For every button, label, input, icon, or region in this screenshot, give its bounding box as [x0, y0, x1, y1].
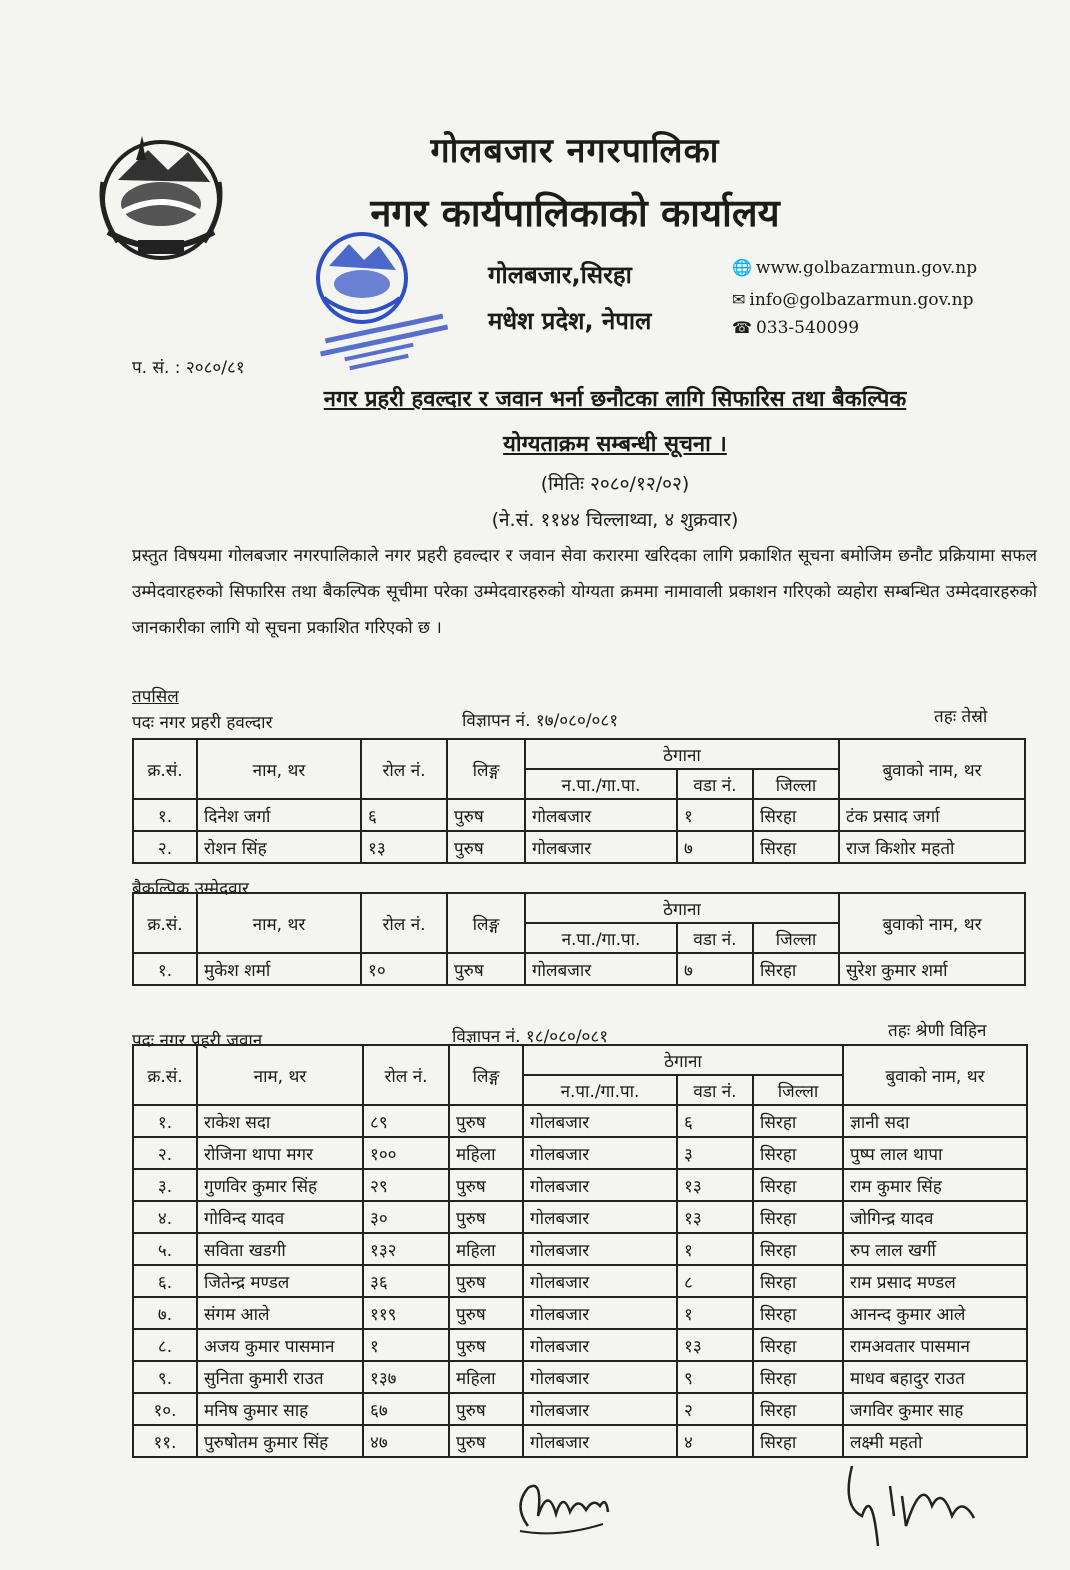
header-municipality: न.पा./गा.पा.: [525, 769, 677, 799]
cell-father: राम कुमार सिंह: [843, 1169, 1027, 1201]
header-father: बुवाको नाम, थर: [839, 893, 1025, 953]
subject-line-1-text: नगर प्रहरी हवल्दार र जवान भर्ना छनौटका लागि सिफारिस तथा बैकल्पिक: [323, 387, 907, 412]
cell-ward: ७: [677, 831, 753, 863]
table-row: [133, 1169, 1027, 1201]
table-row: [133, 1297, 1027, 1329]
cell-father: टंक प्रसाद जर्गा: [839, 799, 1025, 831]
header-address: ठेगाना: [523, 1045, 843, 1075]
cell-gender: पुरुष: [449, 1329, 523, 1361]
cell-district: सिरहा: [753, 1297, 843, 1329]
envelope-icon: ✉: [732, 290, 746, 309]
cell-ward: ३: [677, 1137, 753, 1169]
email-contact: [732, 290, 973, 310]
cell-ward: ८: [677, 1265, 753, 1297]
globe-icon: 🌐: [732, 258, 752, 277]
cell-ward: १३: [677, 1201, 753, 1233]
cell-father: जगविर कुमार साह: [843, 1393, 1027, 1425]
header-name: नाम, थर: [197, 739, 361, 799]
cell-municipality: गोलबजार: [525, 953, 677, 985]
havaldar-table: [132, 738, 1026, 864]
header-name: नाम, थर: [197, 893, 361, 953]
cell-name: राकेश सदा: [197, 1105, 363, 1137]
cell-name: जितेन्द्र मण्डल: [197, 1265, 363, 1297]
header-ward: वडा नं.: [677, 923, 753, 953]
header-name: नाम, थर: [197, 1045, 363, 1105]
cell-serial: ९.: [133, 1361, 197, 1393]
header-district: जिल्ला: [753, 769, 839, 799]
table-row: [133, 831, 1025, 863]
email-text: info@golbazarmun.gov.np: [749, 290, 974, 310]
cell-gender: पुरुष: [447, 799, 525, 831]
cell-district: सिरहा: [753, 1329, 843, 1361]
cell-roll: १००: [363, 1137, 449, 1169]
cell-municipality: गोलबजार: [523, 1297, 677, 1329]
cell-ward: ९: [677, 1361, 753, 1393]
table-row: [133, 799, 1025, 831]
office-name: नगर कार्यपालिकाको कार्यालय: [370, 191, 780, 235]
cell-district: सिरहा: [753, 1361, 843, 1393]
phone-text: 033-540099: [755, 318, 860, 338]
cell-district: सिरहा: [753, 831, 839, 863]
cell-roll: ६७: [363, 1393, 449, 1425]
cell-roll: ६: [361, 799, 447, 831]
website-text: www.golbazarmun.gov.np: [755, 258, 978, 278]
table-row: [133, 1393, 1027, 1425]
location-line-1: गोलबजार,सिरहा: [488, 261, 632, 289]
cell-serial: १.: [133, 953, 197, 985]
header-serial: क्र.सं.: [133, 1045, 197, 1105]
level-havaldar: तहः तेस्रो: [934, 707, 988, 727]
cell-gender: महिला: [449, 1137, 523, 1169]
cell-name: सविता खडगी: [197, 1233, 363, 1265]
cell-municipality: गोलबजार: [523, 1137, 677, 1169]
cell-district: सिरहा: [753, 1137, 843, 1169]
cell-father: ज्ञानी सदा: [843, 1105, 1027, 1137]
jawan-table: [132, 1044, 1028, 1458]
table-row: [133, 1265, 1027, 1297]
reference-number: प. सं. : २०८०/८१: [132, 358, 245, 378]
cell-serial: ८.: [133, 1329, 197, 1361]
cell-roll: १३: [361, 831, 447, 863]
cell-serial: १०.: [133, 1393, 197, 1425]
cell-district: सिरहा: [753, 1393, 843, 1425]
cell-father: रुप लाल खर्गी: [843, 1233, 1027, 1265]
cell-ward: १: [677, 1297, 753, 1329]
header-ward: वडा नं.: [677, 1075, 753, 1105]
cell-roll: २९: [363, 1169, 449, 1201]
cell-district: सिरहा: [753, 1169, 843, 1201]
ad-no-havaldar: विज्ञापन नं. १७/०८०/०८१: [462, 711, 619, 731]
header-gender: लिङ्ग: [449, 1045, 523, 1105]
cell-name: दिनेश जर्गा: [197, 799, 361, 831]
cell-roll: १३७: [363, 1361, 449, 1393]
cell-father: राज किशोर महतो: [839, 831, 1025, 863]
cell-name: गुणविर कुमार सिंह: [197, 1169, 363, 1201]
cell-ward: ४: [677, 1425, 753, 1457]
header-father: बुवाको नाम, थर: [843, 1045, 1027, 1105]
nepal-emblem-logo: [78, 122, 244, 272]
cell-gender: पुरुष: [447, 831, 525, 863]
header-roll: रोल नं.: [363, 1045, 449, 1105]
header-father: बुवाको नाम, थर: [839, 739, 1025, 799]
cell-gender: पुरुष: [449, 1265, 523, 1297]
cell-serial: २.: [133, 1137, 197, 1169]
cell-name: संगम आले: [197, 1297, 363, 1329]
cell-district: सिरहा: [753, 1233, 843, 1265]
cell-municipality: गोलबजार: [525, 799, 677, 831]
cell-district: सिरहा: [753, 1105, 843, 1137]
table-row: [133, 1361, 1027, 1393]
municipality-name: गोलबजार नगरपालिका: [430, 131, 720, 171]
cell-gender: पुरुष: [449, 1297, 523, 1329]
level-jawan: तहः श्रेणी विहिन: [888, 1021, 987, 1041]
cell-name: रोशन सिंह: [197, 831, 361, 863]
cell-roll: १: [363, 1329, 449, 1361]
cell-municipality: गोलबजार: [523, 1233, 677, 1265]
cell-roll: ८९: [363, 1105, 449, 1137]
cell-municipality: गोलबजार: [523, 1425, 677, 1457]
alternate-candidates-label: बैकल्पिक उम्मेदवार: [132, 879, 249, 899]
subject-line-1: [190, 383, 1040, 413]
post-jawan: पदः नगर प्रहरी जवान: [132, 1031, 263, 1051]
header-gender: लिङ्ग: [447, 893, 525, 953]
table-row: [133, 1201, 1027, 1233]
header-ward: वडा नं.: [677, 769, 753, 799]
header-municipality: न.पा./गा.पा.: [525, 923, 677, 953]
cell-name: सुनिता कुमारी राउत: [197, 1361, 363, 1393]
cell-municipality: गोलबजार: [523, 1265, 677, 1297]
cell-ward: १३: [677, 1169, 753, 1201]
cell-name: अजय कुमार पासमान: [197, 1329, 363, 1361]
office-stamp: [304, 226, 474, 376]
cell-roll: १३२: [363, 1233, 449, 1265]
table-row: [133, 1329, 1027, 1361]
tapsil-label: तपसिल: [132, 687, 179, 707]
header-address: ठेगाना: [525, 739, 839, 769]
phone-contact: [732, 318, 859, 338]
header-district: जिल्ला: [753, 923, 839, 953]
cell-ward: १३: [677, 1329, 753, 1361]
header-serial: क्र.सं.: [133, 893, 197, 953]
signature-right: [842, 1446, 992, 1556]
post-havaldar: पदः नगर प्रहरी हवल्दार: [132, 713, 273, 733]
cell-municipality: गोलबजार: [523, 1329, 677, 1361]
nepal-sambat-date: (ने.सं. ११४४ चिल्लाथ्वा, ४ शुक्रवार): [491, 509, 739, 531]
cell-gender: महिला: [449, 1233, 523, 1265]
cell-district: सिरहा: [753, 953, 839, 985]
cell-roll: ११९: [363, 1297, 449, 1329]
cell-gender: पुरुष: [449, 1425, 523, 1457]
header-municipality: न.पा./गा.पा.: [523, 1075, 677, 1105]
cell-ward: १: [677, 1233, 753, 1265]
cell-roll: ४७: [363, 1425, 449, 1457]
notice-body: प्रस्तुत विषयमा गोलबजार नगरपालिकाले नगर प्रहरी हवल्दार र जवान सेवा करारमा खरिदका लागि प्रकाशित सूचना बमोजिम छनौट प्रक्रियामा सफल उम्मेदवारहरुको सिफारिस तथा बैकल्पिक सूचीमा परेका उम्मेदवारहरुको योग्यता क्रममा नामावाली प्रकाशन गरिएको व्यहोरा सम्बन्धित उम्मेदवारहरुको जानकारीका लागि यो सूचना प्रकाशित गरिएको छ ।: [132, 546, 1037, 638]
cell-ward: १: [677, 799, 753, 831]
cell-serial: ६.: [133, 1265, 197, 1297]
table-row: [133, 1137, 1027, 1169]
cell-gender: पुरुष: [449, 1169, 523, 1201]
cell-ward: ६: [677, 1105, 753, 1137]
cell-gender: पुरुष: [449, 1201, 523, 1233]
cell-serial: ४.: [133, 1201, 197, 1233]
location-line-2: मधेश प्रदेश, नेपाल: [488, 307, 652, 335]
cell-father: सुरेश कुमार शर्मा: [839, 953, 1025, 985]
notice-date: (मितिः २०८०/१२/०२): [540, 473, 690, 495]
cell-father: पुष्प लाल थापा: [843, 1137, 1027, 1169]
cell-municipality: गोलबजार: [523, 1105, 677, 1137]
cell-father: माधव बहादुर राउत: [843, 1361, 1027, 1393]
header-district: जिल्ला: [753, 1075, 843, 1105]
cell-municipality: गोलबजार: [523, 1169, 677, 1201]
cell-serial: २.: [133, 831, 197, 863]
website-contact: [732, 258, 977, 278]
subject-line-2: [190, 428, 1040, 458]
cell-gender: महिला: [449, 1361, 523, 1393]
cell-father: रामअवतार पासमान: [843, 1329, 1027, 1361]
cell-municipality: गोलबजार: [523, 1201, 677, 1233]
header-gender: लिङ्ग: [447, 739, 525, 799]
cell-roll: १०: [361, 953, 447, 985]
cell-father: राम प्रसाद मण्डल: [843, 1265, 1027, 1297]
cell-serial: ५.: [133, 1233, 197, 1265]
cell-serial: ७.: [133, 1297, 197, 1329]
cell-name: रोजिना थापा मगर: [197, 1137, 363, 1169]
cell-name: पुरुषोतम कुमार सिंह: [197, 1425, 363, 1457]
cell-ward: ७: [677, 953, 753, 985]
cell-father: लक्ष्मी महतो: [843, 1425, 1027, 1457]
cell-district: सिरहा: [753, 1201, 843, 1233]
havaldar-alternate-table: [132, 892, 1026, 986]
header-address: ठेगाना: [525, 893, 839, 923]
cell-district: सिरहा: [753, 1425, 843, 1457]
cell-gender: पुरुष: [449, 1105, 523, 1137]
cell-name: मुकेश शर्मा: [197, 953, 361, 985]
signature-left: [508, 1476, 618, 1546]
header-roll: रोल नं.: [361, 739, 447, 799]
cell-father: आनन्द कुमार आले: [843, 1297, 1027, 1329]
subject-line-2-text: योग्यताक्रम सम्बन्धी सूचना ।: [503, 432, 727, 457]
cell-roll: ३०: [363, 1201, 449, 1233]
cell-municipality: गोलबजार: [523, 1393, 677, 1425]
table-row: [133, 1233, 1027, 1265]
ad-no-jawan: विज्ञापन नं. १८/०८०/०८१: [452, 1027, 609, 1047]
cell-municipality: गोलबजार: [525, 831, 677, 863]
cell-gender: पुरुष: [449, 1393, 523, 1425]
cell-serial: ३.: [133, 1169, 197, 1201]
table-row: [133, 1105, 1027, 1137]
cell-ward: २: [677, 1393, 753, 1425]
cell-serial: १.: [133, 1105, 197, 1137]
cell-name: गोविन्द यादव: [197, 1201, 363, 1233]
telephone-icon: ☎: [732, 318, 752, 337]
header-roll: रोल नं.: [361, 893, 447, 953]
cell-serial: १.: [133, 799, 197, 831]
cell-roll: ३६: [363, 1265, 449, 1297]
cell-gender: पुरुष: [447, 953, 525, 985]
cell-name: मनिष कुमार साह: [197, 1393, 363, 1425]
cell-father: जोगिन्द्र यादव: [843, 1201, 1027, 1233]
cell-municipality: गोलबजार: [523, 1361, 677, 1393]
header-serial: क्र.सं.: [133, 739, 197, 799]
table-row: [133, 953, 1025, 985]
cell-district: सिरहा: [753, 799, 839, 831]
cell-district: सिरहा: [753, 1265, 843, 1297]
cell-serial: ११.: [133, 1425, 197, 1457]
